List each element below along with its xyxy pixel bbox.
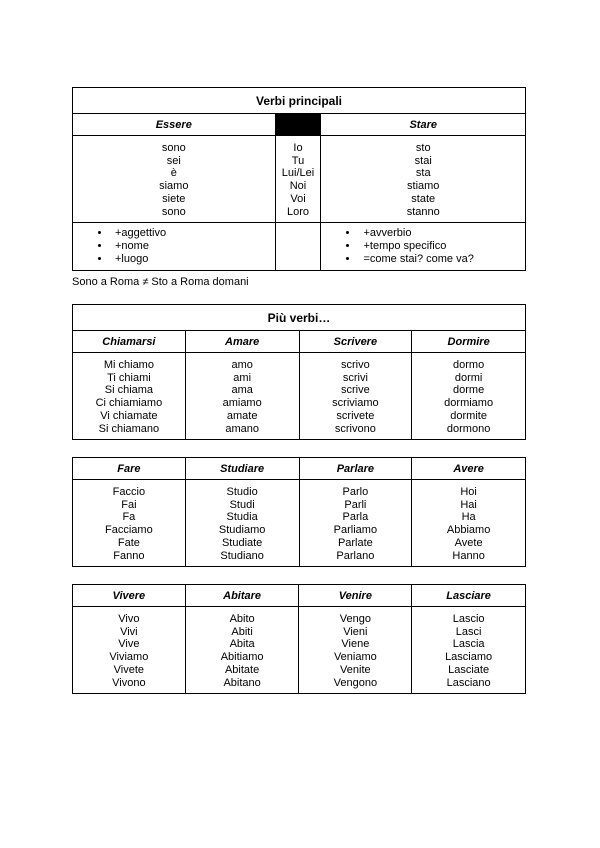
- verb-form: dormiamo: [444, 397, 494, 410]
- main-verbs-table: [72, 87, 526, 271]
- verb-form: Abitiamo: [220, 651, 264, 664]
- verb-form: Abita: [229, 638, 255, 651]
- pronoun: Tu: [291, 154, 305, 167]
- verb-form: Vive: [118, 638, 140, 651]
- verb-form: Studiamo: [218, 524, 266, 537]
- empty-cell: [275, 223, 321, 270]
- verb-form: Ci chiamiamo: [95, 397, 163, 410]
- verb-group-3: [72, 584, 526, 694]
- verb-header: Abitare: [185, 585, 299, 607]
- verb-forms: [412, 353, 526, 440]
- verb-form: Si chiamano: [98, 422, 160, 435]
- verb-form: Studiate: [221, 536, 263, 549]
- verb-forms: [299, 607, 412, 694]
- verb-form: Fate: [117, 536, 140, 549]
- verb-form: Faccio: [112, 486, 146, 498]
- main-table-title: Verbi principali: [73, 88, 526, 114]
- pronouns-column: [275, 136, 321, 223]
- verb-form: Hai: [460, 498, 477, 511]
- verb-form: Studi: [229, 498, 255, 511]
- verb-form: Ti chiami: [107, 371, 151, 384]
- verb-form: dormo: [453, 359, 485, 371]
- stare-form: state: [411, 192, 436, 205]
- verb-form: scrivono: [334, 422, 376, 435]
- verb-form: Fai: [121, 498, 137, 511]
- verb-form: scrivi: [342, 371, 368, 384]
- verb-form: Venite: [340, 663, 371, 676]
- verb-form: Lasciano: [446, 676, 491, 689]
- stare-use: • =come stai? come va?: [359, 253, 525, 266]
- verb-forms: [185, 480, 299, 567]
- black-header-cell: [275, 114, 321, 136]
- verb-form: Hanno: [452, 549, 485, 562]
- verb-form: scrivete: [336, 409, 375, 422]
- verb-form: Parlo: [342, 486, 369, 498]
- verb-forms: [185, 607, 299, 694]
- essere-form: sono: [161, 205, 186, 218]
- verb-form: Vivete: [113, 663, 145, 676]
- verb-forms: [73, 480, 186, 567]
- stare-uses: [321, 223, 526, 270]
- verb-form: dormite: [450, 409, 487, 422]
- verb-form: Abito: [229, 613, 255, 625]
- verb-form: amate: [226, 409, 258, 422]
- pronoun: Lui/Lei: [281, 167, 315, 180]
- verb-form: ami: [233, 371, 252, 384]
- verb-form: dorme: [453, 384, 485, 397]
- verb-form: amo: [231, 359, 253, 371]
- verb-form: Vengo: [339, 613, 371, 625]
- verb-forms: [299, 480, 412, 567]
- verb-group-2: [72, 457, 526, 567]
- verb-group-1: [72, 304, 526, 440]
- stare-form: stiamo: [407, 180, 440, 193]
- verb-header: Avere: [412, 458, 526, 480]
- verb-forms: [412, 607, 526, 694]
- verb-form: Abitano: [223, 676, 261, 689]
- verb-header: Chiamarsi: [73, 331, 186, 353]
- verb-form: Parla: [342, 511, 369, 524]
- verb-form: Abiti: [231, 625, 253, 638]
- essere-forms: [73, 136, 276, 223]
- stare-use: • +avverbio: [359, 227, 525, 240]
- essere-uses: [73, 223, 276, 270]
- verb-header: Amare: [185, 331, 299, 353]
- verb-form: Viviamo: [109, 651, 149, 664]
- verb-form: Vivi: [120, 625, 138, 638]
- verb-forms: [185, 353, 299, 440]
- verb-form: Vieni: [343, 625, 368, 638]
- verb-form: dormono: [446, 422, 491, 435]
- verb-form: scrive: [341, 384, 370, 397]
- verb-form: Studio: [226, 486, 258, 498]
- verb-form: Parliamo: [333, 524, 378, 537]
- verb-form: Lascio: [452, 613, 485, 625]
- verb-forms: [73, 607, 186, 694]
- verb-form: Parlano: [336, 549, 375, 562]
- verb-form: amano: [225, 422, 259, 435]
- verb-header: Dormire: [412, 331, 526, 353]
- verb-form: Parlate: [337, 536, 373, 549]
- verb-form: Hoi: [460, 486, 477, 498]
- verb-form: scriviamo: [332, 397, 379, 410]
- verb-form: Fanno: [113, 549, 145, 562]
- verb-form: ama: [231, 384, 253, 397]
- verb-form: Parli: [344, 498, 367, 511]
- essere-form: sono: [161, 142, 186, 154]
- verb-form: Mi chiamo: [103, 359, 154, 371]
- essere-use: • +aggettivo: [111, 227, 275, 240]
- verb-form: Vivono: [112, 676, 146, 689]
- verb-form: Avete: [454, 536, 483, 549]
- essere-use: • +luogo: [111, 253, 275, 266]
- verb-form: Abbiamo: [446, 524, 491, 537]
- verb-header: Scrivere: [299, 331, 412, 353]
- stare-header: Stare: [321, 114, 526, 136]
- verb-form: Veniamo: [333, 651, 377, 664]
- essere-form: siamo: [159, 180, 189, 193]
- stare-use: • +tempo specifico: [359, 240, 525, 253]
- stare-form: sto: [415, 142, 431, 154]
- essere-form: siete: [162, 192, 186, 205]
- verb-form: amiamo: [222, 397, 262, 410]
- verb-form: Lascia: [452, 638, 485, 651]
- verb-form: Si chiama: [104, 384, 154, 397]
- stare-form: stai: [414, 154, 432, 167]
- verb-header: Venire: [299, 585, 412, 607]
- stare-form: sta: [415, 167, 431, 180]
- stare-form: stanno: [406, 205, 440, 218]
- verb-forms: [299, 353, 412, 440]
- essere-header: Essere: [73, 114, 276, 136]
- verb-form: Vengono: [333, 676, 378, 689]
- verb-form: Abitate: [224, 663, 260, 676]
- more-verbs-title: Più verbi…: [73, 305, 526, 331]
- verb-header: Studiare: [185, 458, 299, 480]
- verb-header: Parlare: [299, 458, 412, 480]
- verb-form: Lasciamo: [445, 651, 493, 664]
- verb-form: Vivo: [118, 613, 140, 625]
- verb-form: Lasciate: [448, 663, 490, 676]
- verb-form: Ha: [461, 511, 476, 524]
- verb-form: Studia: [226, 511, 258, 524]
- verb-forms: [412, 480, 526, 567]
- verb-header: Vivere: [73, 585, 186, 607]
- verb-forms: [73, 353, 186, 440]
- verb-header: Fare: [73, 458, 186, 480]
- essere-use: • +nome: [111, 240, 275, 253]
- verb-form: scrivo: [341, 359, 370, 371]
- stare-forms: [321, 136, 526, 223]
- verb-form: dormi: [454, 371, 483, 384]
- verb-header: Lasciare: [412, 585, 526, 607]
- pronoun: Io: [293, 142, 303, 154]
- verb-form: Studiano: [220, 549, 264, 562]
- verb-form: Facciamo: [105, 524, 153, 537]
- verb-form: Fa: [122, 511, 136, 524]
- essere-form: è: [170, 167, 177, 180]
- essere-form: sei: [166, 154, 181, 167]
- verb-form: Lasci: [455, 625, 482, 638]
- pronoun: Voi: [290, 192, 306, 205]
- comparison-note: Sono a Roma ≠ Sto a Roma domani: [72, 276, 249, 288]
- verb-form: Viene: [341, 638, 370, 651]
- pronoun: Noi: [289, 180, 307, 193]
- pronoun: Loro: [286, 205, 310, 218]
- verb-form: Vi chiamate: [100, 409, 158, 422]
